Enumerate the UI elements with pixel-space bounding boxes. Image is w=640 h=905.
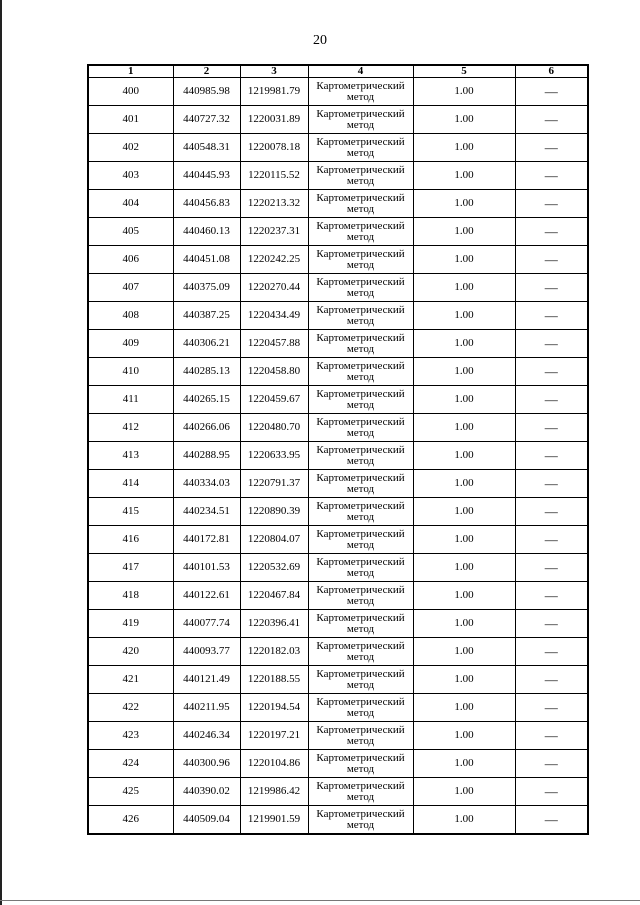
method-cell [308,778,413,806]
x-coordinate-cell: 440451.08 [173,246,240,274]
table-row [88,218,588,246]
method-line-1: Картометрический [316,443,405,456]
method-line-2: метод [346,678,375,691]
point-number-cell: 419 [88,610,173,638]
method-cell [308,610,413,638]
note-cell: — [515,162,588,190]
method-cell [308,106,413,134]
method-cell [308,526,413,554]
method-cell [308,274,413,302]
coordinates-table [87,64,589,835]
method-line-1: Картометрический [316,639,405,652]
method-line-2: метод [346,146,375,159]
method-line-1: Картометрический [316,79,405,92]
point-number-cell: 404 [88,190,173,218]
table-row [88,134,588,162]
method-line-1: Картометрический [316,415,405,428]
table-row [88,302,588,330]
point-number-cell: 416 [88,526,173,554]
y-coordinate-cell: 1220459.67 [240,386,308,414]
x-coordinate-cell: 440375.09 [173,274,240,302]
y-coordinate-cell: 1220532.69 [240,554,308,582]
table-header-row [88,65,588,78]
point-number-cell: 411 [88,386,173,414]
method-line-2: метод [346,538,375,551]
table-row [88,638,588,666]
method-line-1: Картометрический [316,779,405,792]
y-coordinate-cell: 1220197.21 [240,722,308,750]
point-number-cell: 401 [88,106,173,134]
table-row [88,694,588,722]
method-line-2: метод [346,398,375,411]
method-line-1: Картометрический [316,107,405,120]
table-row [88,470,588,498]
table-row [88,778,588,806]
point-number-cell: 426 [88,806,173,835]
method-cell [308,414,413,442]
table-row [88,498,588,526]
y-coordinate-cell: 1220458.80 [240,358,308,386]
point-number-cell: 415 [88,498,173,526]
accuracy-cell: 1.00 [413,526,515,554]
method-cell [308,162,413,190]
x-coordinate-cell: 440093.77 [173,638,240,666]
note-cell: — [515,750,588,778]
table-row [88,78,588,106]
point-number-cell: 407 [88,274,173,302]
method-line-2: метод [346,510,375,523]
note-cell: — [515,386,588,414]
x-coordinate-cell: 440246.34 [173,722,240,750]
method-line-1: Картометрический [316,723,405,736]
column-header: 2 [173,65,240,78]
method-cell [308,246,413,274]
x-coordinate-cell: 440234.51 [173,498,240,526]
method-cell [308,190,413,218]
table-row [88,358,588,386]
note-cell: — [515,246,588,274]
point-number-cell: 412 [88,414,173,442]
y-coordinate-cell: 1220633.95 [240,442,308,470]
method-line-1: Картометрический [316,191,405,204]
y-coordinate-cell: 1220188.55 [240,666,308,694]
method-line-1: Картометрический [316,667,405,680]
method-line-2: метод [346,790,375,803]
y-coordinate-cell: 1220078.18 [240,134,308,162]
method-line-2: метод [346,202,375,215]
x-coordinate-cell: 440334.03 [173,470,240,498]
note-cell: — [515,722,588,750]
y-coordinate-cell: 1219901.59 [240,806,308,835]
method-line-2: метод [346,370,375,383]
y-coordinate-cell: 1220396.41 [240,610,308,638]
note-cell: — [515,666,588,694]
x-coordinate-cell: 440509.04 [173,806,240,835]
table-row [88,442,588,470]
y-coordinate-cell: 1220242.25 [240,246,308,274]
method-cell [308,582,413,610]
note-cell: — [515,414,588,442]
note-cell: — [515,610,588,638]
method-line-2: метод [346,566,375,579]
x-coordinate-cell: 440300.96 [173,750,240,778]
x-coordinate-cell: 440077.74 [173,610,240,638]
scan-bottom-edge [0,900,640,901]
note-cell: — [515,470,588,498]
accuracy-cell: 1.00 [413,274,515,302]
method-cell [308,470,413,498]
accuracy-cell: 1.00 [413,134,515,162]
method-line-1: Картометрический [316,247,405,260]
y-coordinate-cell: 1220104.86 [240,750,308,778]
note-cell: — [515,190,588,218]
accuracy-cell: 1.00 [413,78,515,106]
method-cell [308,386,413,414]
method-line-1: Картометрический [316,695,405,708]
point-number-cell: 410 [88,358,173,386]
table-row [88,414,588,442]
x-coordinate-cell: 440101.53 [173,554,240,582]
method-cell [308,218,413,246]
x-coordinate-cell: 440390.02 [173,778,240,806]
table-row [88,162,588,190]
accuracy-cell: 1.00 [413,162,515,190]
y-coordinate-cell: 1220434.49 [240,302,308,330]
y-coordinate-cell: 1220890.39 [240,498,308,526]
y-coordinate-cell: 1220194.54 [240,694,308,722]
x-coordinate-cell: 440548.31 [173,134,240,162]
y-coordinate-cell: 1220791.37 [240,470,308,498]
table-row [88,666,588,694]
method-line-2: метод [346,90,375,103]
accuracy-cell: 1.00 [413,330,515,358]
x-coordinate-cell: 440445.93 [173,162,240,190]
method-line-1: Картометрический [316,611,405,624]
method-cell [308,134,413,162]
method-line-1: Картометрический [316,555,405,568]
note-cell: — [515,806,588,835]
table-row [88,526,588,554]
method-cell [308,554,413,582]
table-row [88,610,588,638]
column-header: 6 [515,65,588,78]
accuracy-cell: 1.00 [413,750,515,778]
note-cell: — [515,78,588,106]
point-number-cell: 408 [88,302,173,330]
method-line-1: Картометрический [316,135,405,148]
accuracy-cell: 1.00 [413,246,515,274]
accuracy-cell: 1.00 [413,442,515,470]
method-line-1: Картометрический [316,303,405,316]
method-line-2: метод [346,594,375,607]
method-line-1: Картометрический [316,219,405,232]
accuracy-cell: 1.00 [413,190,515,218]
accuracy-cell: 1.00 [413,582,515,610]
note-cell: — [515,526,588,554]
table-row [88,274,588,302]
method-line-1: Картометрический [316,471,405,484]
point-number-cell: 422 [88,694,173,722]
method-line-1: Картометрический [316,163,405,176]
accuracy-cell: 1.00 [413,806,515,835]
method-line-1: Картометрический [316,527,405,540]
page-number: 20 [313,33,327,48]
note-cell: — [515,330,588,358]
method-line-1: Картометрический [316,359,405,372]
y-coordinate-cell: 1219986.42 [240,778,308,806]
point-number-cell: 420 [88,638,173,666]
accuracy-cell: 1.00 [413,302,515,330]
method-cell [308,694,413,722]
y-coordinate-cell: 1220270.44 [240,274,308,302]
method-cell [308,750,413,778]
column-header: 4 [308,65,413,78]
accuracy-cell: 1.00 [413,722,515,750]
method-line-2: метод [346,342,375,355]
x-coordinate-cell: 440460.13 [173,218,240,246]
column-header: 3 [240,65,308,78]
note-cell: — [515,106,588,134]
accuracy-cell: 1.00 [413,106,515,134]
method-line-2: метод [346,650,375,663]
accuracy-cell: 1.00 [413,358,515,386]
y-coordinate-cell: 1220804.07 [240,526,308,554]
accuracy-cell: 1.00 [413,414,515,442]
point-number-cell: 406 [88,246,173,274]
x-coordinate-cell: 440288.95 [173,442,240,470]
method-line-2: метод [346,482,375,495]
method-line-2: метод [346,622,375,635]
note-cell: — [515,498,588,526]
method-line-2: метод [346,734,375,747]
method-cell [308,330,413,358]
method-cell [308,806,413,835]
method-line-2: метод [346,762,375,775]
column-header: 1 [88,65,173,78]
table-row [88,722,588,750]
method-cell [308,358,413,386]
x-coordinate-cell: 440172.81 [173,526,240,554]
point-number-cell: 421 [88,666,173,694]
note-cell: — [515,554,588,582]
table-row [88,582,588,610]
method-line-2: метод [346,230,375,243]
x-coordinate-cell: 440387.25 [173,302,240,330]
table-row [88,106,588,134]
method-line-1: Картометрический [316,331,405,344]
point-number-cell: 409 [88,330,173,358]
y-coordinate-cell: 1220182.03 [240,638,308,666]
method-line-2: метод [346,174,375,187]
point-number-cell: 405 [88,218,173,246]
accuracy-cell: 1.00 [413,666,515,694]
accuracy-cell: 1.00 [413,498,515,526]
note-cell: — [515,638,588,666]
x-coordinate-cell: 440122.61 [173,582,240,610]
accuracy-cell: 1.00 [413,470,515,498]
method-cell [308,638,413,666]
y-coordinate-cell: 1220213.32 [240,190,308,218]
table-row [88,750,588,778]
y-coordinate-cell: 1219981.79 [240,78,308,106]
y-coordinate-cell: 1220237.31 [240,218,308,246]
x-coordinate-cell: 440211.95 [173,694,240,722]
method-line-2: метод [346,314,375,327]
method-line-2: метод [346,286,375,299]
note-cell: — [515,274,588,302]
x-coordinate-cell: 440985.98 [173,78,240,106]
x-coordinate-cell: 440456.83 [173,190,240,218]
point-number-cell: 423 [88,722,173,750]
note-cell: — [515,358,588,386]
point-number-cell: 425 [88,778,173,806]
table-row [88,246,588,274]
table-row [88,190,588,218]
method-line-1: Картометрический [316,583,405,596]
accuracy-cell: 1.00 [413,610,515,638]
x-coordinate-cell: 440285.13 [173,358,240,386]
method-cell [308,442,413,470]
table-row [88,554,588,582]
scan-left-edge [0,0,2,905]
method-line-1: Картометрический [316,807,405,820]
table-row [88,806,588,835]
method-line-2: метод [346,706,375,719]
note-cell: — [515,302,588,330]
x-coordinate-cell: 440266.06 [173,414,240,442]
point-number-cell: 424 [88,750,173,778]
point-number-cell: 414 [88,470,173,498]
x-coordinate-cell: 440306.21 [173,330,240,358]
point-number-cell: 403 [88,162,173,190]
method-cell [308,722,413,750]
point-number-cell: 402 [88,134,173,162]
method-line-2: метод [346,258,375,271]
point-number-cell: 413 [88,442,173,470]
note-cell: — [515,442,588,470]
note-cell: — [515,694,588,722]
y-coordinate-cell: 1220480.70 [240,414,308,442]
method-line-1: Картометрический [316,275,405,288]
column-header: 5 [413,65,515,78]
method-cell [308,78,413,106]
method-cell [308,666,413,694]
method-line-1: Картометрический [316,387,405,400]
y-coordinate-cell: 1220457.88 [240,330,308,358]
point-number-cell: 418 [88,582,173,610]
y-coordinate-cell: 1220031.89 [240,106,308,134]
method-line-2: метод [346,426,375,439]
accuracy-cell: 1.00 [413,778,515,806]
y-coordinate-cell: 1220467.84 [240,582,308,610]
x-coordinate-cell: 440265.15 [173,386,240,414]
method-line-2: метод [346,118,375,131]
y-coordinate-cell: 1220115.52 [240,162,308,190]
note-cell: — [515,134,588,162]
accuracy-cell: 1.00 [413,386,515,414]
method-line-2: метод [346,818,375,831]
table-row [88,386,588,414]
method-cell [308,302,413,330]
x-coordinate-cell: 440121.49 [173,666,240,694]
accuracy-cell: 1.00 [413,554,515,582]
method-line-2: метод [346,454,375,467]
note-cell: — [515,582,588,610]
note-cell: — [515,778,588,806]
x-coordinate-cell: 440727.32 [173,106,240,134]
accuracy-cell: 1.00 [413,694,515,722]
method-line-1: Картометрический [316,751,405,764]
accuracy-cell: 1.00 [413,638,515,666]
method-line-1: Картометрический [316,499,405,512]
note-cell: — [515,218,588,246]
method-cell [308,498,413,526]
table-row [88,330,588,358]
point-number-cell: 417 [88,554,173,582]
accuracy-cell: 1.00 [413,218,515,246]
point-number-cell: 400 [88,78,173,106]
